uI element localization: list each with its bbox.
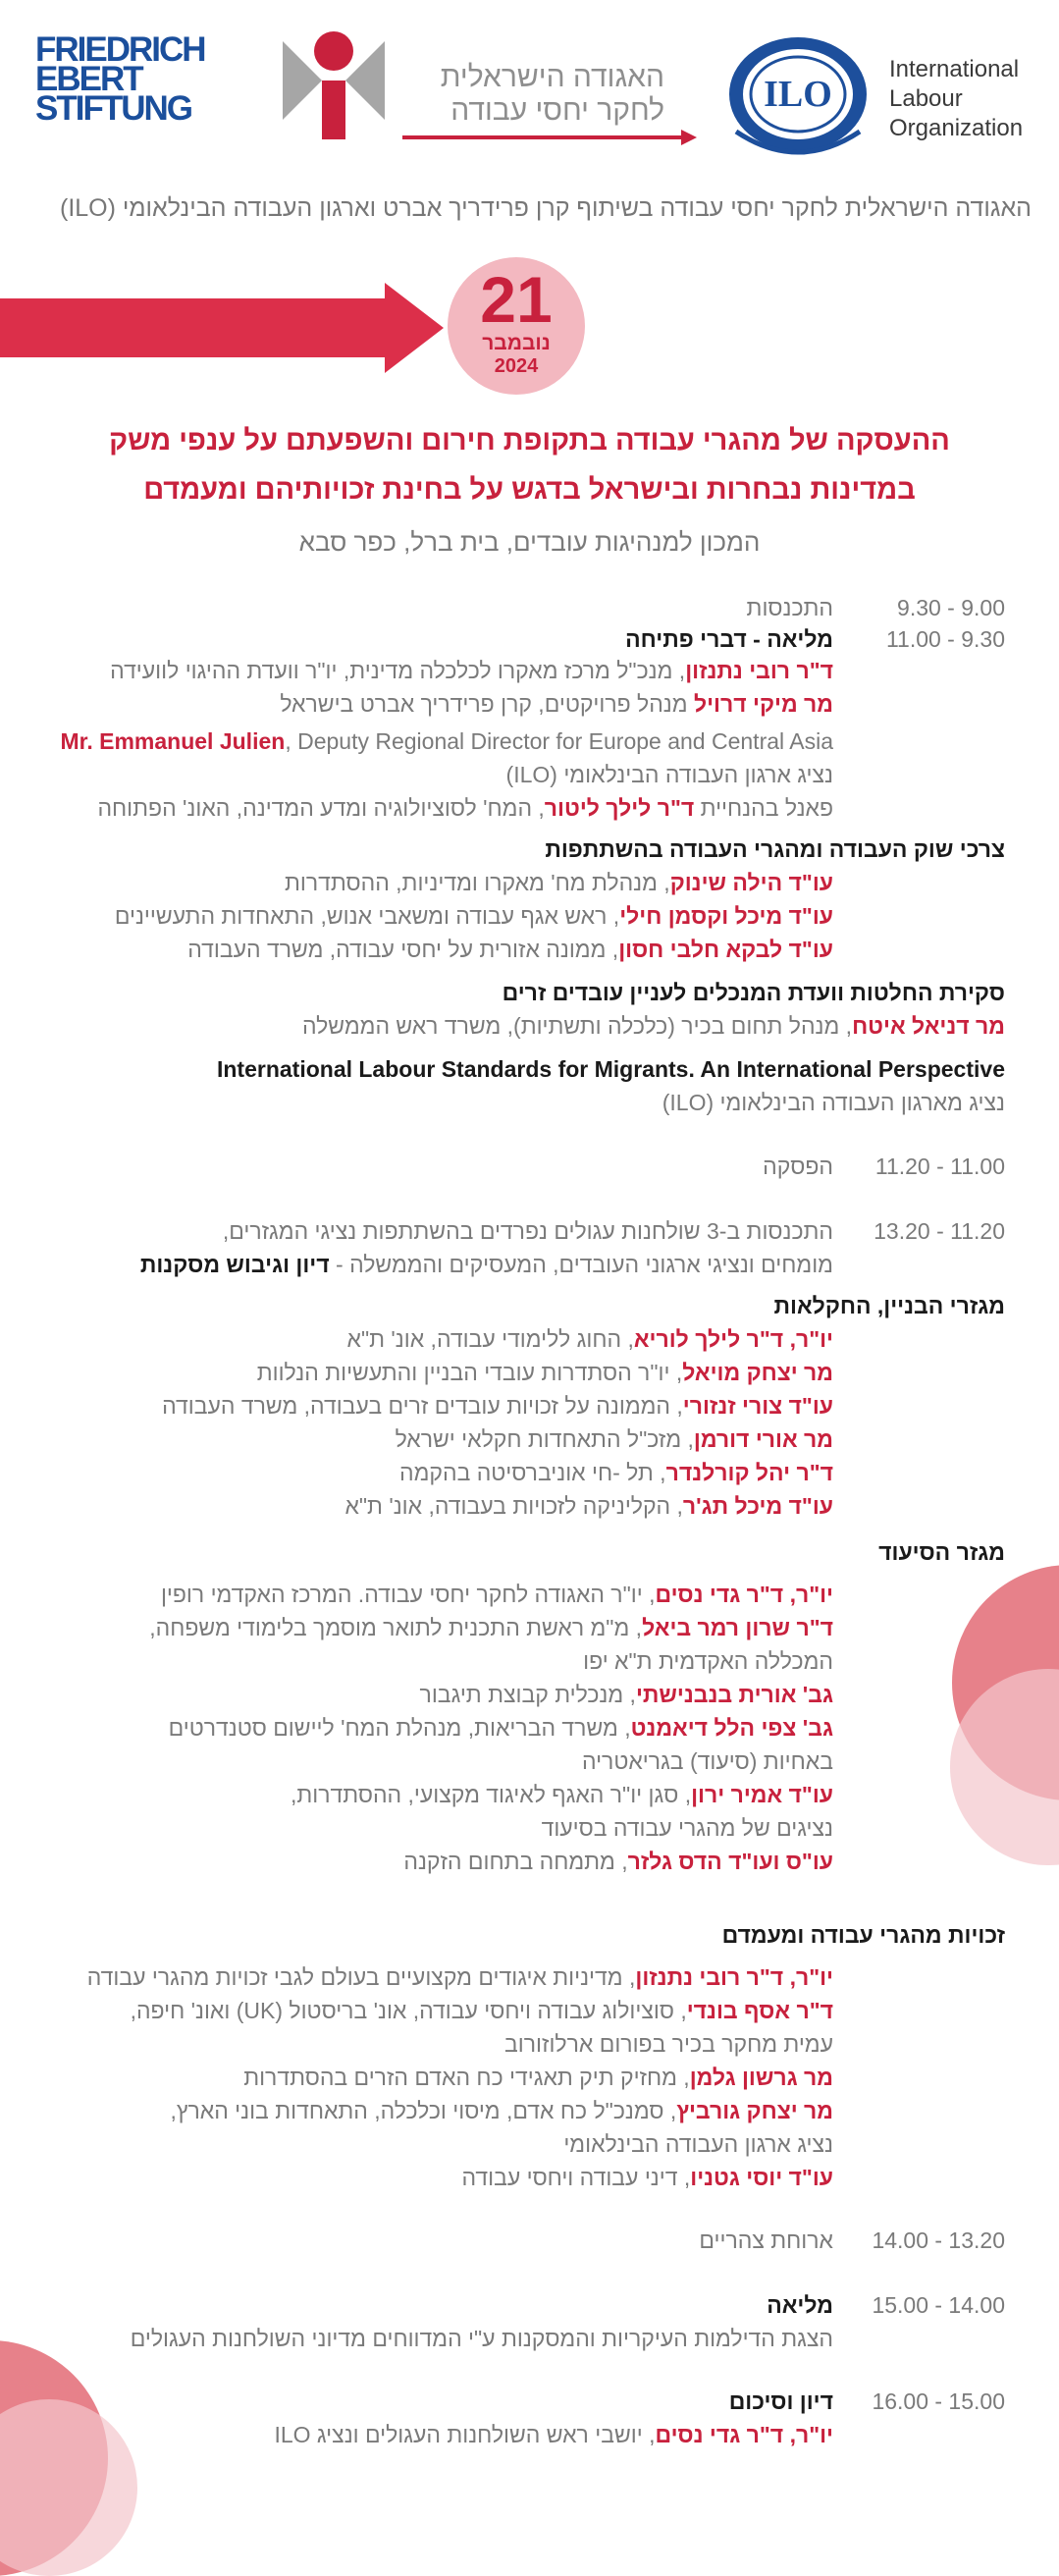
time-slot-3: 11.20 - 11.00 [874, 1154, 1005, 1179]
speaker-name: גב' אורית בנבנישתי [635, 1682, 833, 1707]
ia-logo-arrow [402, 130, 697, 145]
speaker-role-cont: המכללה האקדמית ת"א יפו [583, 1648, 833, 1674]
speaker-role: , דיני עבודה ויחסי עבודה [461, 2165, 691, 2190]
speaker-role: , מ"מ ראשת התכנית לתואר מוסמך בלימודי משפחה, [149, 1615, 643, 1640]
date-banner-arrow [0, 283, 444, 373]
speaker-role: , ראש אגף עבודה ומשאבי אנוש, התאחדות התעשיינים [114, 903, 620, 929]
speaker-row [257, 1357, 833, 1388]
speaker-row [403, 1846, 833, 1877]
speaker-role: , החוג ללימודי עבודה, אונ' ת"א [346, 1326, 634, 1352]
speaker-row [302, 1010, 1005, 1042]
speaker-row [131, 1995, 833, 2026]
slot-4-label-cont [140, 1249, 833, 1280]
speaker-role: , מנהלת מח' מאקרו ומדיניות, ההסתדרות [284, 870, 670, 895]
speaker-role: , מדיניות איגודים מקצועיים בעולם לגבי זכויות מהגרי עבודה [86, 1964, 636, 1990]
speaker-name: ד"ר לילך ליטור [544, 795, 695, 821]
speaker-name: מר מיקי דרויל [693, 691, 833, 717]
page-title [0, 416, 1059, 514]
speaker-role: , ממונה אזורית על יחסי עבודה, משרד העבודה [187, 937, 619, 962]
fes-line2: EBERT [35, 60, 142, 98]
speaker-role: , הממונה על זכויות עובדים זרים בעבודה, משרד העבודה [162, 1393, 683, 1419]
speaker-name: גב' צפי הלל דיאמנט [630, 1715, 833, 1741]
speaker-role: , סוציולוג עבודה ויחסי עבודה, אונ' בריסטול (UK) ואונ' חיפה, [130, 1998, 687, 2023]
speaker-name: ד"ר אסף בונדי [686, 1998, 833, 2023]
section-heading: מגזרי הבניין, החקלאות [773, 1293, 1005, 1318]
fes-line1: FRIEDRICH [35, 30, 205, 69]
speaker-role: , יושבי ראש השולחנות העגולים ונציג ILO [274, 2422, 656, 2447]
speaker-row [399, 1457, 833, 1488]
speaker-row [87, 1961, 833, 1993]
date-day: 21 [480, 263, 553, 336]
speaker-name: יו"ר, ד"ר גדי נסים [655, 2422, 833, 2447]
slot-4-prefix: מומחים ונציגי ארגוני העובדים, המעסיקים והממשלה - [329, 1252, 833, 1277]
speaker-name: עו"ד לבקא חלבי חסון [618, 937, 833, 962]
speaker-name: יו"ר, ד"ר רובי נתנזון [635, 1964, 833, 1990]
speaker-row [347, 1323, 833, 1355]
venue: המכון למנהיגות עובדים, בית ברל, כפר סבא [298, 527, 761, 557]
date-month: נובמבר [482, 332, 551, 354]
ilo-line2: Labour [889, 85, 963, 112]
section-heading: זכויות מהגרי עבודה ומעמדם [721, 1922, 1005, 1948]
speaker-row [420, 1679, 833, 1710]
slot-3-label: הפסקה [763, 1154, 833, 1179]
speaker-row [285, 867, 833, 898]
speaker-role: , מנכ"ל מרכז מאקרו לכלכלה מדינית, יו"ר וועדת ההיגוי לוועידה [110, 658, 686, 683]
speaker-role: , מנכלית קבוצת תיגבור [419, 1682, 636, 1707]
speaker-name: Mr. Emmanuel Julien [60, 728, 286, 754]
speaker-role: , יו"ר הסתדרות עובדי הבניין והתעשיות הנלוות [256, 1360, 683, 1385]
speaker-name: ד"ר יהל קורלנדר [665, 1460, 833, 1485]
slot-6-description: הצגת הדילמות העיקריות והמסקנות ע"י המדווחים מדיוני השולחנות העגולים [130, 2326, 833, 2351]
speaker-name: עו"ד מיכל וקסמן חילי [619, 903, 833, 929]
time-slot-7: 16.00 - 15.00 [872, 2388, 1005, 2414]
speaker-role: , מחזיק תיק תאגידי כח האדם הזרים בהסתדרות [243, 2065, 690, 2090]
speaker-role: , סגן יו"ר האגף לאיגוד מקצועי, ההסתדרות, [290, 1782, 692, 1807]
section-heading: מגזר הסיעוד [878, 1539, 1005, 1565]
section-heading: סקירת החלטות וועדת המנכלים לעניין עובדים זרים [502, 980, 1005, 1005]
date-year: 2024 [494, 355, 539, 377]
speaker-name: מר גרשון גלמן [689, 2065, 833, 2090]
speaker-role: נציג מארגון העבודה הבינלאומי (ILO) [662, 1090, 1005, 1115]
speaker-row [187, 934, 833, 965]
fes-logo [35, 30, 232, 128]
speaker-role: , מנהל תחום בכיר (כלכלה ותשתיות), משרד ראש הממשלה [301, 1013, 853, 1039]
section-heading-english: International Labour Standards for Migrants. An International Perspective [216, 1056, 1005, 1082]
slot-4-bold: דיון וגיבוש מסקנות [139, 1252, 330, 1277]
speaker-row [162, 1390, 833, 1422]
time-slot-2: 11.00 - 9.30 [885, 626, 1005, 652]
speaker-name: יו"ר, ד"ר לילך לוריא [633, 1326, 833, 1352]
speaker-name: ד"ר רובי נתנזון [685, 658, 833, 683]
speaker-row [161, 1579, 833, 1610]
speaker-role: , מזכ"ל התאחדות חקלאי ישראל [395, 1426, 694, 1452]
speaker-role-cont: נציג ארגון העבודה הבינלאומי (ILO) [505, 762, 833, 787]
title-line1: ההעסקה של מהגרי עבודה בתקופת חירום והשפעתם על ענפי משק [109, 425, 950, 456]
time-slot-5: 14.00 - 13.20 [872, 2227, 1005, 2253]
speaker-role: מנהל פרויקטים, קרן פרידריך אברט בישראל [280, 691, 694, 717]
speaker-name: עו"ד הילה שינוק [669, 870, 833, 895]
section-heading: צרכי שוק העבודה ומהגרי העבודה בהשתתפות [545, 836, 1005, 862]
speaker-row [110, 655, 833, 686]
speaker-role-cont: נציג ארגון העבודה הבינלאומי [563, 2131, 833, 2157]
speaker-role-cont: נציגים של מהגרי עבודה בסיעוד [541, 1815, 833, 1841]
date-circle [448, 257, 585, 395]
ia-logo-text [397, 61, 664, 128]
time-slot-1: 9.30 - 9.00 [897, 595, 1005, 620]
fes-line3: STIFTUNG [35, 89, 191, 128]
speaker-name: מר יצחק גורביץ [676, 2098, 833, 2123]
panel-moderator [97, 792, 833, 824]
ia-line2: לחקר יחסי עבודה [450, 94, 664, 127]
speaker-role: , תל -חי אוניברסיטה בהקמה [399, 1460, 666, 1485]
speaker-name: יו"ר, ד"ר גדי נסים [655, 1582, 833, 1607]
speaker-role: , הקליניקה לזכויות בעבודה, אונ' ת"א [344, 1493, 683, 1519]
ilo-line1: International [889, 56, 1020, 82]
speaker-row [396, 1423, 833, 1455]
speaker-name: עו"ס ועו"ד הדס גלזר [627, 1849, 833, 1874]
speaker-row [149, 1612, 833, 1643]
speaker-name: מר אורי דורמן [693, 1426, 833, 1452]
slot-7-label: דיון וסיכום [728, 2388, 833, 2414]
speaker-role: , סמנכ"ל כח אדם, מיסוי וכלכלה, התאחדות בוני הארץ, [170, 2098, 677, 2123]
slot-2-label: מליאה - דברי פתיחה [625, 626, 833, 652]
ilo-emblem-icon [726, 35, 870, 161]
speaker-role: , מתמחה בתחום הזקנה [403, 1849, 628, 1874]
speaker-row [280, 688, 833, 720]
slot-4-label: התכנסות ב-3 שולחנות עגולים נפרדים בהשתתפות נציגי המגזרים, [222, 1218, 833, 1244]
speaker-name: עו"ד יוסי גטניו [690, 2165, 833, 2190]
speaker-row [243, 2062, 833, 2093]
slot-5-label: ארוחת צהריים [699, 2227, 833, 2253]
speaker-name: עו"ד מיכל תג'ר [682, 1493, 833, 1519]
speaker-row [291, 1779, 833, 1810]
speaker-name: עו"ד אמיר ירון [691, 1782, 833, 1807]
speaker-role: , משרד הבריאות, מנהלת המח' ליישום סטנדרטים [168, 1715, 631, 1741]
speaker-row [461, 2162, 833, 2193]
ia-logo-mark [283, 29, 385, 139]
speaker-row [61, 725, 833, 757]
time-slot-6: 15.00 - 14.00 [872, 2292, 1005, 2318]
ia-line1: האגודה הישראלית [440, 61, 664, 93]
speaker-row [115, 900, 833, 932]
ilo-logo-text [889, 55, 1023, 143]
speaker-role: , יו"ר האגודה לחקר יחסי עבודה. המרכז האקדמי רופין [160, 1582, 656, 1607]
speaker-role: , Deputy Regional Director for Europe and Central Asia [285, 728, 833, 754]
time-slot-4: 13.20 - 11.20 [874, 1218, 1005, 1244]
slot-6-label: מליאה [767, 2292, 833, 2318]
slot-1-label: התכנסות [746, 595, 833, 620]
panel-prefix: פאנל בהנחיית [694, 795, 833, 821]
title-line2: במדינות נבחרות ובישראל בדגש על בחינת זכויותיהם ומעמדם [143, 474, 916, 506]
speaker-row [274, 2419, 833, 2450]
speaker-role-cont: באחיות (סיעוד) בגריאטריה [581, 1748, 833, 1774]
ilo-mark: ILO [764, 74, 832, 115]
ilo-line3: Organization [889, 115, 1024, 141]
speaker-name: מר יצחק מויאל [682, 1360, 833, 1385]
intro-line: האגודה הישראלית לחקר יחסי עבודה בשיתוף קרן פרידריך אברט וארגון העבודה הבינלאומי (ILO) [59, 194, 1032, 222]
speaker-name: ד"ר שרון רמר ביאל [642, 1615, 833, 1640]
speaker-row [170, 2095, 833, 2126]
speaker-name: עו"ד צורי זנזורי [682, 1393, 833, 1419]
decor-circle-left-2 [0, 2399, 137, 2576]
speaker-name: מר דניאל איטח [852, 1013, 1005, 1039]
speaker-row [169, 1712, 833, 1744]
speaker-row [344, 1490, 833, 1522]
speaker-role: , המח' לסוציולוגיה ומדע המדינה, האונ' הפתוחה [97, 795, 545, 821]
speaker-role-cont: עמית מחקר בכיר בפורום ארלוזורוב [504, 2031, 833, 2057]
